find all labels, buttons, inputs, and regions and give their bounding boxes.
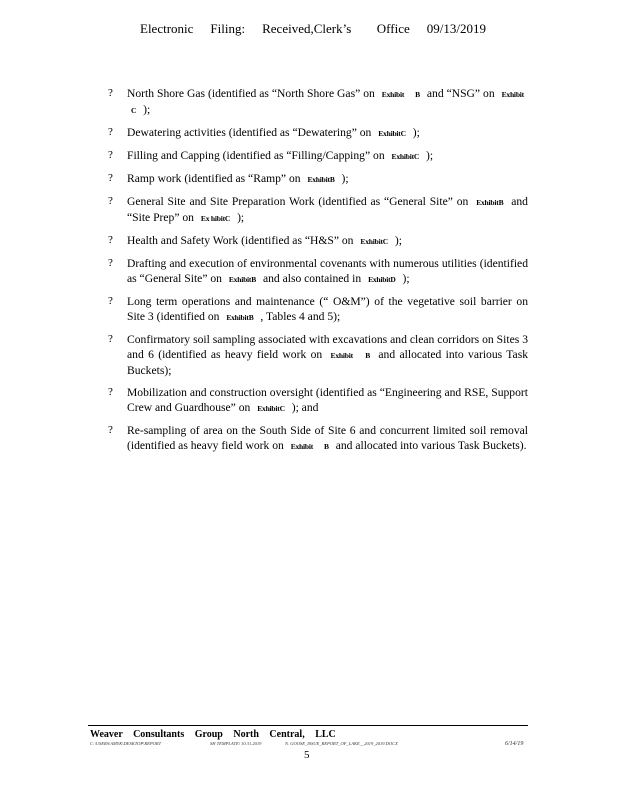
exhibit-letter: B [365,351,371,360]
item-text-pre: Re-sampling of area on the South Side of Site 6 and concurrent limited soil removal (identified as heavy field work on [127,424,528,452]
exhibit-reference: Exhibit [290,442,314,451]
footer-divider [88,725,528,726]
exhibit-reference: Exhibit [330,351,353,360]
bullet-glyph: ? [108,126,113,138]
item-text-post: ); [394,234,402,247]
item-text-pre: Dewatering activities (identified as “Dewatering” on [127,126,372,139]
item-text-post: ); [426,149,434,162]
exhibit-letter: C [131,106,137,115]
exhibit-reference: ExhibitB [307,175,335,184]
bullet-glyph: ? [108,333,113,345]
item-text-pre: North Shore Gas (identified as “North Shore Gas” on [127,87,375,100]
list-item-text [127,256,528,287]
header-part-filing: Filing: [210,21,246,36]
list-item [108,294,528,325]
item-text-pre: Ramp work (identified as “Ramp” on [127,172,301,185]
list-item [108,86,528,118]
item-text-pre: Confirmatory soil sampling associated with excavations and clean corridors on Sites 3 and 6 (identified as heavy field work on [127,333,528,361]
list-item [108,385,528,416]
list-item-text [127,171,528,187]
list-item-text [127,125,528,141]
exhibit-reference: ExhibitD [368,275,396,284]
exhibit-letter: B [415,90,420,99]
list-item [108,194,528,226]
header-part-electronic: Electronic [140,21,194,36]
list-item-text [127,423,528,454]
bullet-glyph: ? [108,234,113,246]
list-item [108,256,528,287]
list-item-text [127,86,528,118]
bullet-glyph: ? [108,386,113,398]
footer-document-name: N. GOOSE_ISSUE_REPORT_OF_LAKE__2019_2019.DOCX [285,741,398,746]
footer-date: 6/14/19 [505,741,524,747]
item-text-pre: Drafting and execution of environmental covenants with numerous utilities (identified as “General Site” on [127,257,528,285]
item-text-tail: ); [402,272,410,285]
exhibit-reference: Ex hibitC [200,214,231,223]
list-item [108,233,528,249]
item-text-post: and allocated into various Task Buckets). [335,439,527,452]
bullet-glyph: ? [108,149,113,161]
bullet-glyph: ? [108,257,113,269]
item-text-post: and also contained in [262,272,362,285]
header-part-received: Received,Clerk’s [262,21,352,36]
footer-file-path: C:\USERS\AMYK\DESKTOP\REPORT [90,741,162,746]
list-item [108,332,528,378]
item-text-pre: Filling and Capping (identified as “Filling/Capping” on [127,149,385,162]
bullet-glyph: ? [108,87,113,99]
item-text-post: and allocated into various Task Buckets); [127,348,529,377]
exhibit-letter: B [323,442,329,451]
exhibit-reference: ExhibitB [476,198,504,207]
exhibit-reference: ExhibitC [360,237,388,246]
list-item-text [127,194,528,226]
bullet-list [108,86,528,461]
footer-firm-name: Weaver Consultants Group North Central, LLC [90,729,336,740]
list-item [108,423,528,454]
exhibit-reference: ExhibitC [257,404,285,413]
item-text-post: ); [341,172,349,185]
item-text-tail: ); [237,211,245,224]
item-text-post: and “NSG” on [426,87,495,100]
exhibit-reference: Exhibit [501,90,524,99]
item-text-post: , Tables 4 and 5); [260,310,341,323]
list-item-text [127,148,528,164]
list-item [108,148,528,164]
item-text-post: ); [412,126,420,139]
page-number: 5 [304,749,310,761]
footer-template-path: SH TEMPLATE\ 10.31.2019 [210,741,262,746]
bullet-glyph: ? [108,172,113,184]
list-item [108,125,528,141]
filing-header [140,21,486,37]
exhibit-reference: ExhibitC [378,129,406,138]
bullet-glyph: ? [108,195,113,207]
exhibit-reference: ExhibitC [391,152,420,161]
item-text-post: ); and [291,401,319,414]
bullet-glyph: ? [108,424,113,436]
list-item-text [127,385,528,416]
exhibit-reference: Exhibit [381,90,405,99]
list-item-text [127,332,528,378]
item-text-pre: Long term operations and maintenance (“ O&M”) of the vegetative soil barrier on Site 3 (identified on [127,295,528,323]
header-date: 09/13/2019 [426,21,486,36]
item-text-pre: General Site and Site Preparation Work (identified as “General Site” on [127,195,469,208]
exhibit-reference: ExhibitB [228,275,257,284]
bullet-glyph: ? [108,295,113,307]
item-text-pre: Mobilization and construction oversight (identified as “Engineering and RSE, Support Crew and Guardhouse” on [127,386,528,414]
header-part-office: Office [376,21,410,36]
exhibit-reference: ExhibitB [226,313,254,322]
list-item-text [127,294,528,325]
item-text-tail: ); [143,103,151,116]
item-text-pre: Health and Safety Work (identified as “H&S” on [127,234,354,247]
list-item-text [127,233,528,249]
item-text-post: and “Site Prep” on [127,195,528,224]
list-item [108,171,528,187]
